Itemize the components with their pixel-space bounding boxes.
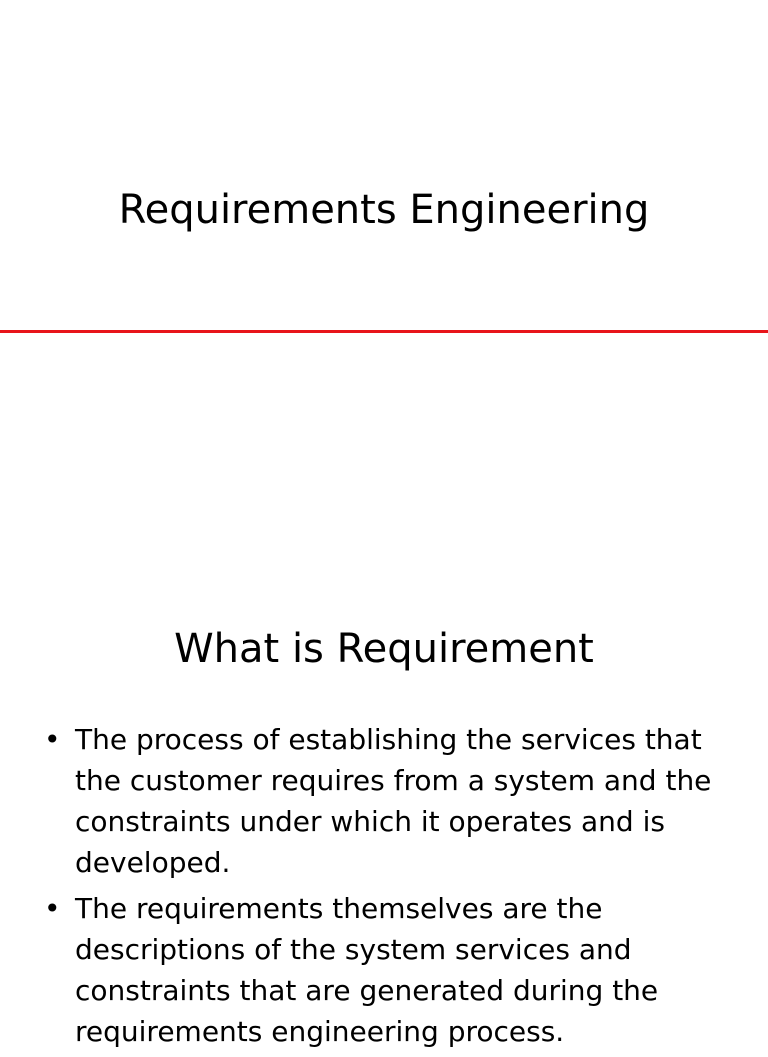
bullet-item — [0, 888, 768, 1052]
slide-title: Requirements Engineering — [118, 187, 650, 233]
bullet-list — [0, 719, 768, 1057]
bullet-text: The process of establishing the services that the customer requires from a system and the constraints under which it operates and is developed. — [75, 723, 712, 879]
bullet-icon: • — [44, 723, 61, 756]
bullet-text: The requirements themselves are the descriptions of the system services and constraints that are generated during the requirements engineering process. — [75, 892, 659, 1048]
slide-1 — [0, 0, 768, 330]
slide-2 — [0, 333, 768, 1048]
slide-title: What is Requirement — [174, 626, 594, 672]
bullet-icon: • — [44, 892, 61, 925]
bullet-item — [0, 719, 768, 883]
